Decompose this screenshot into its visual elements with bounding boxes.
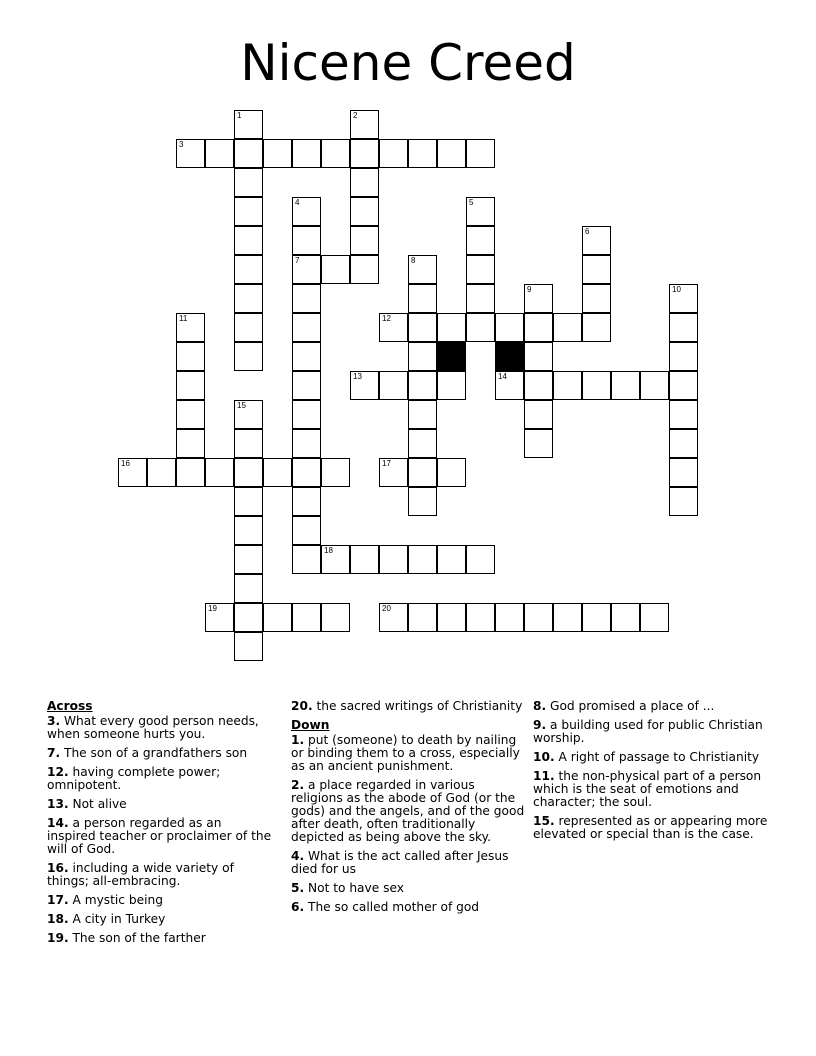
grid-cell[interactable] <box>350 197 379 226</box>
grid-cell[interactable] <box>669 284 698 313</box>
grid-cell[interactable] <box>466 197 495 226</box>
grid-cell[interactable] <box>379 603 408 632</box>
grid-cell[interactable] <box>524 371 553 400</box>
clue-across-14: 14. a person regarded as an inspired teacher or proclaimer of the will of God. <box>47 816 272 856</box>
grid-cell[interactable] <box>640 371 669 400</box>
grid-cell[interactable] <box>524 400 553 429</box>
grid-cell[interactable] <box>321 458 350 487</box>
cell-number: 3 <box>179 140 184 149</box>
clue-down-1: 1. put (someone) to death by nailing or binding them to a cross, especially as an ancient punishment. <box>291 733 520 773</box>
cell-number: 7 <box>295 256 300 265</box>
cell-number: 17 <box>382 459 391 468</box>
clue-across-7: 7. The son of a grandfathers son <box>47 746 248 760</box>
grid-cell[interactable] <box>234 139 263 168</box>
grid-cell[interactable] <box>321 545 350 574</box>
clue-across-12: 12. having complete power; omnipotent. <box>47 765 221 792</box>
clue-across-17: 17. A mystic being <box>47 893 163 907</box>
grid-cell[interactable] <box>495 371 524 400</box>
grid-cell[interactable] <box>466 313 495 342</box>
grid-cell[interactable] <box>553 371 582 400</box>
clue-down-9: 9. a building used for public Christian worship. <box>533 718 763 745</box>
grid-cell[interactable] <box>669 458 698 487</box>
grid-cell[interactable] <box>234 400 263 429</box>
grid-cell[interactable] <box>234 574 263 603</box>
grid-cell[interactable] <box>437 139 466 168</box>
grid-cell[interactable] <box>292 603 321 632</box>
grid-cell[interactable] <box>611 371 640 400</box>
grid-cell[interactable] <box>350 110 379 139</box>
grid-cell[interactable] <box>582 284 611 313</box>
clue-across-20: 20. the sacred writings of Christianity <box>291 699 523 713</box>
grid-cell[interactable] <box>234 342 263 371</box>
clues-column-3 <box>533 700 773 847</box>
clue-down-4: 4. What is the act called after Jesus died for us <box>291 849 509 876</box>
grid-cell[interactable] <box>350 545 379 574</box>
grid-cell[interactable] <box>582 226 611 255</box>
grid-cell[interactable] <box>408 255 437 284</box>
grid-cell[interactable] <box>437 603 466 632</box>
grid-cell[interactable] <box>669 487 698 516</box>
cell-number: 20 <box>382 604 391 613</box>
grid-cell[interactable] <box>669 400 698 429</box>
grid-cell[interactable] <box>234 197 263 226</box>
grid-cell[interactable] <box>379 458 408 487</box>
grid-cell[interactable] <box>147 458 176 487</box>
grid-cell[interactable] <box>234 284 263 313</box>
cell-number: 9 <box>527 285 532 294</box>
grid-cell[interactable] <box>292 545 321 574</box>
grid-cell[interactable] <box>611 603 640 632</box>
grid-cell[interactable] <box>292 226 321 255</box>
grid-cell[interactable] <box>408 284 437 313</box>
grid-cell[interactable] <box>350 255 379 284</box>
grid-cell[interactable] <box>321 255 350 284</box>
grid-cell[interactable] <box>669 342 698 371</box>
grid-cell[interactable] <box>408 139 437 168</box>
black-square <box>437 342 466 371</box>
grid-cell[interactable] <box>234 313 263 342</box>
grid-cell[interactable] <box>234 603 263 632</box>
grid-cell[interactable] <box>234 632 263 661</box>
cell-number: 2 <box>353 111 358 120</box>
grid-cell[interactable] <box>582 313 611 342</box>
grid-cell[interactable] <box>408 400 437 429</box>
grid-cell[interactable] <box>234 110 263 139</box>
grid-cell[interactable] <box>437 313 466 342</box>
grid-cell[interactable] <box>524 284 553 313</box>
grid-cell[interactable] <box>524 429 553 458</box>
down-heading: Down <box>291 718 330 732</box>
grid-cell[interactable] <box>292 139 321 168</box>
grid-cell[interactable] <box>669 429 698 458</box>
grid-cell[interactable] <box>495 313 524 342</box>
grid-cell[interactable] <box>234 226 263 255</box>
grid-cell[interactable] <box>524 313 553 342</box>
grid-cell[interactable] <box>350 371 379 400</box>
grid-cell[interactable] <box>234 487 263 516</box>
grid-cell[interactable] <box>379 371 408 400</box>
cell-number: 10 <box>672 285 681 294</box>
cell-number: 18 <box>324 546 333 555</box>
grid-cell[interactable] <box>176 458 205 487</box>
grid-cell[interactable] <box>408 342 437 371</box>
grid-cell[interactable] <box>321 603 350 632</box>
grid-cell[interactable] <box>669 313 698 342</box>
clue-down-6: 6. The so called mother of god <box>291 900 480 914</box>
clue-across-16: 16. including a wide variety of things; all-embracing. <box>47 861 234 888</box>
grid-cell[interactable] <box>350 168 379 197</box>
grid-cell[interactable] <box>176 429 205 458</box>
clues-column-2 <box>291 700 526 920</box>
clue-down-5: 5. Not to have sex <box>291 881 404 895</box>
grid-cell[interactable] <box>205 603 234 632</box>
grid-cell[interactable] <box>582 255 611 284</box>
clue-across-18: 18. A city in Turkey <box>47 912 166 926</box>
grid-cell[interactable] <box>640 603 669 632</box>
grid-cell[interactable] <box>408 603 437 632</box>
grid-cell[interactable] <box>176 342 205 371</box>
clue-across-19: 19. The son of the farther <box>47 931 206 945</box>
grid-cell[interactable] <box>292 458 321 487</box>
grid-cell[interactable] <box>350 139 379 168</box>
grid-cell[interactable] <box>437 371 466 400</box>
grid-cell[interactable] <box>263 139 292 168</box>
black-square <box>495 342 524 371</box>
grid-cell[interactable] <box>466 545 495 574</box>
grid-cell[interactable] <box>263 458 292 487</box>
grid-cell[interactable] <box>292 284 321 313</box>
cell-number: 16 <box>121 459 130 468</box>
grid-cell[interactable] <box>234 516 263 545</box>
grid-cell[interactable] <box>408 313 437 342</box>
grid-cell[interactable] <box>176 313 205 342</box>
clue-down-11: 11. the non-physical part of a person which is the seat of emotions and character; the soul. <box>533 769 762 809</box>
grid-cell[interactable] <box>408 371 437 400</box>
cell-number: 6 <box>585 227 590 236</box>
grid-cell[interactable] <box>292 429 321 458</box>
grid-cell[interactable] <box>292 197 321 226</box>
clue-across-13: 13. Not alive <box>47 797 127 811</box>
grid-cell[interactable] <box>437 458 466 487</box>
grid-cell[interactable] <box>234 255 263 284</box>
grid-cell[interactable] <box>234 429 263 458</box>
clues-column-1 <box>47 700 272 951</box>
grid-cell[interactable] <box>553 313 582 342</box>
grid-cell[interactable] <box>495 603 524 632</box>
grid-cell[interactable] <box>176 400 205 429</box>
grid-cell[interactable] <box>379 545 408 574</box>
grid-cell[interactable] <box>321 139 350 168</box>
grid-cell[interactable] <box>408 545 437 574</box>
grid-cell[interactable] <box>669 371 698 400</box>
cell-number: 12 <box>382 314 391 323</box>
clue-down-10: 10. A right of passage to Christianity <box>533 750 760 764</box>
grid-cell[interactable] <box>582 371 611 400</box>
grid-cell[interactable] <box>524 603 553 632</box>
grid-cell[interactable] <box>205 458 234 487</box>
grid-cell[interactable] <box>176 371 205 400</box>
grid-cell[interactable] <box>582 603 611 632</box>
grid-cell[interactable] <box>176 139 205 168</box>
grid-cell[interactable] <box>350 226 379 255</box>
cell-number: 11 <box>179 314 188 323</box>
cell-number: 4 <box>295 198 300 207</box>
cell-number: 13 <box>353 372 362 381</box>
grid-cell[interactable] <box>292 516 321 545</box>
grid-cell[interactable] <box>234 168 263 197</box>
grid-cell[interactable] <box>379 313 408 342</box>
grid-cell[interactable] <box>466 226 495 255</box>
clue-across-3: 3. What every good person needs, when someone hurts you. <box>47 714 259 741</box>
grid-cell[interactable] <box>553 603 582 632</box>
grid-cell[interactable] <box>379 139 408 168</box>
grid-cell[interactable] <box>292 371 321 400</box>
grid-cell[interactable] <box>118 458 147 487</box>
cell-number: 15 <box>237 401 246 410</box>
puzzle-title: Nicene Creed <box>240 34 576 92</box>
grid-cell[interactable] <box>466 284 495 313</box>
cell-number: 5 <box>469 198 474 207</box>
cell-number: 14 <box>498 372 507 381</box>
grid-cell[interactable] <box>234 458 263 487</box>
grid-cell[interactable] <box>292 313 321 342</box>
cell-number: 1 <box>237 111 242 120</box>
grid-cell[interactable] <box>437 545 466 574</box>
clue-down-15: 15. represented as or appearing more elevated or special than is the case. <box>533 814 768 841</box>
grid-cell[interactable] <box>466 603 495 632</box>
grid-cell[interactable] <box>408 429 437 458</box>
grid-cell[interactable] <box>205 139 234 168</box>
clue-down-8: 8. God promised a place of ... <box>533 699 715 713</box>
grid-cell[interactable] <box>524 342 553 371</box>
grid-cell[interactable] <box>292 487 321 516</box>
grid-cell[interactable] <box>292 255 321 284</box>
cell-number: 19 <box>208 604 217 613</box>
across-heading: Across <box>47 699 93 713</box>
grid-cell[interactable] <box>408 458 437 487</box>
grid-cell[interactable] <box>408 487 437 516</box>
cell-number: 8 <box>411 256 416 265</box>
grid-cell[interactable] <box>466 255 495 284</box>
grid-cell[interactable] <box>292 400 321 429</box>
grid-cell[interactable] <box>292 342 321 371</box>
grid-cell[interactable] <box>466 139 495 168</box>
clue-down-2: 2. a place regarded in various religions as the abode of God (or the gods) and the angels, and of the good after death, often traditionally depicted as being above the sky. <box>291 778 525 844</box>
grid-cell[interactable] <box>263 603 292 632</box>
grid-cell[interactable] <box>234 545 263 574</box>
